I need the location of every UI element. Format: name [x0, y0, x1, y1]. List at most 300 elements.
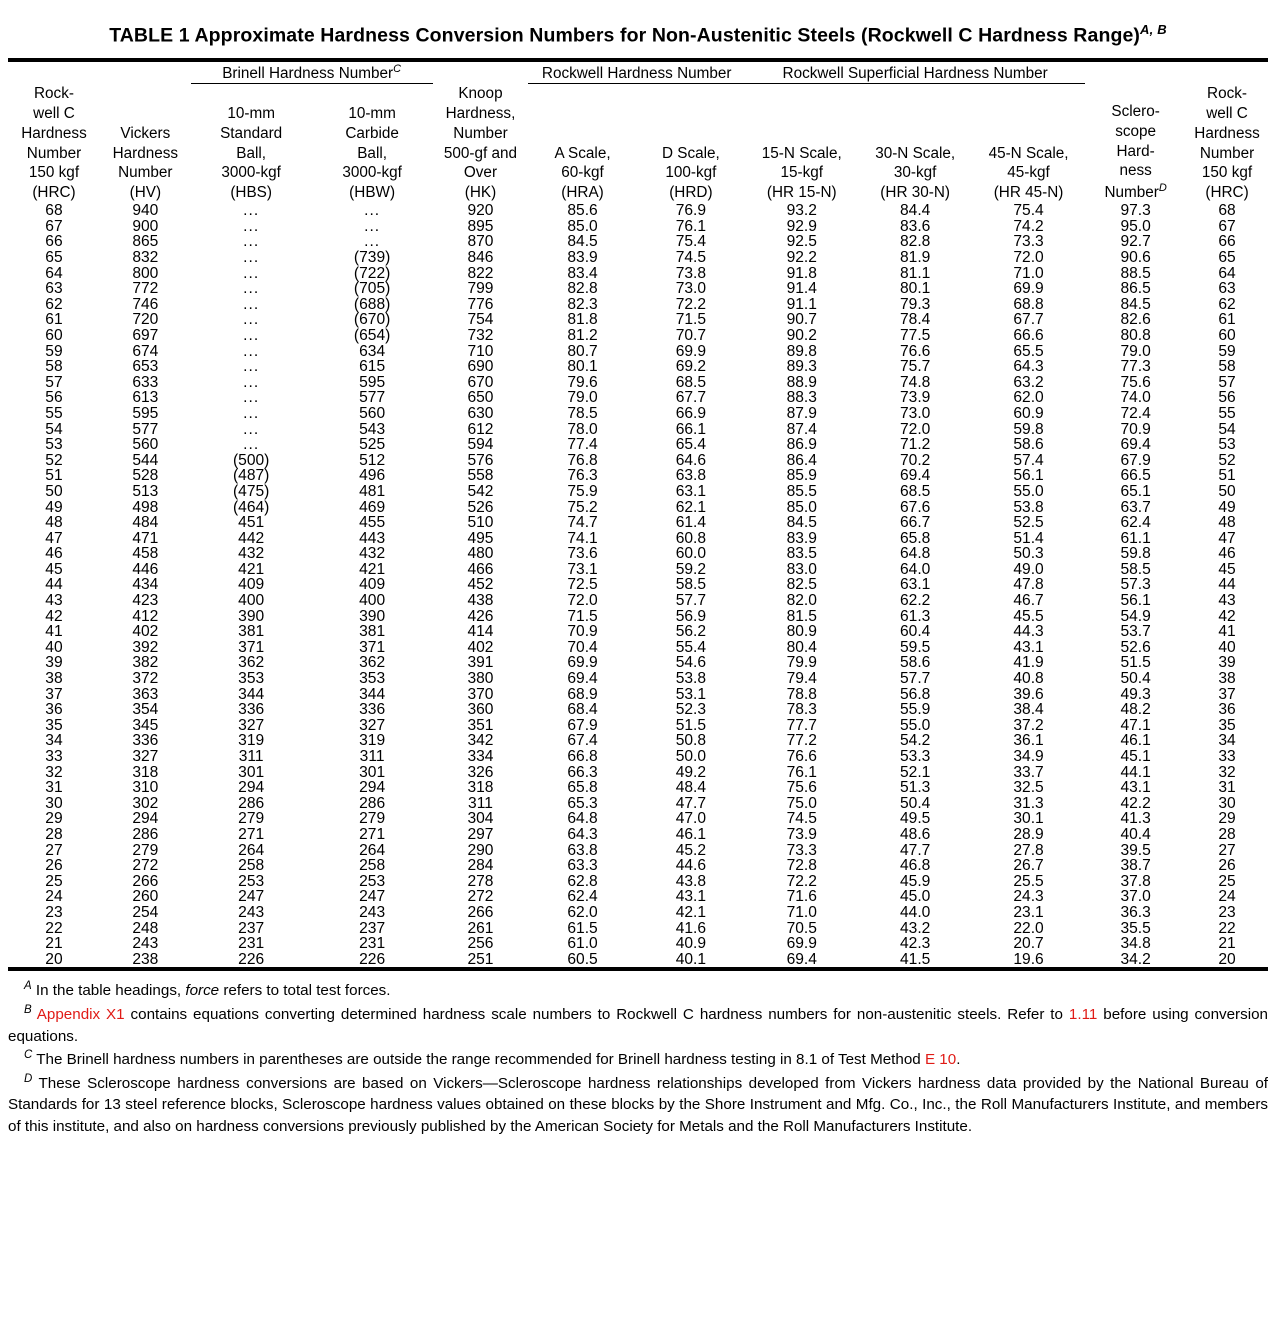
cell-hr45n: 53.8 [1013, 498, 1044, 516]
cell-hrc_right: 42 [1218, 607, 1236, 625]
table-row [8, 234, 1268, 250]
cell-hbs: 451 [238, 514, 265, 532]
cell-hbw: (688) [353, 295, 391, 313]
cell-hr15n: 83.0 [786, 560, 817, 578]
cell-hrd: 56.9 [675, 607, 707, 625]
table-row [8, 515, 1268, 531]
cell-hv: 674 [132, 342, 159, 360]
table-row [8, 500, 1268, 516]
cell-hr30n: 82.8 [899, 233, 931, 251]
cell-hv: 577 [132, 420, 159, 438]
cell-hbs: ... [243, 264, 260, 282]
cell-hrd: 55.4 [675, 638, 707, 656]
cell-hk: 261 [467, 919, 494, 937]
cell-hr15n: 78.3 [786, 701, 817, 719]
table-row [8, 266, 1268, 282]
cell-hrc_right: 25 [1218, 872, 1236, 890]
table-row [8, 609, 1268, 625]
cell-hrc_right: 29 [1218, 810, 1236, 828]
cell-hbs: ... [243, 342, 260, 360]
table-row [8, 422, 1268, 438]
cell-hr45n: 72.0 [1013, 249, 1044, 266]
cell-hbw: (705) [353, 280, 391, 298]
cell-hr30n: 45.9 [899, 872, 931, 890]
cell-hv: 272 [132, 857, 159, 875]
cell-hr45n: 23.1 [1013, 903, 1044, 921]
cell-hra: 79.6 [567, 373, 598, 391]
cell-hr30n: 67.6 [899, 498, 931, 516]
group-header-rockwell-superficial: Rockwell Superficial Hardness Number [745, 62, 1085, 84]
cell-hra: 72.5 [567, 576, 598, 594]
cell-hra: 73.6 [567, 545, 598, 563]
cell-hr15n: 71.6 [786, 888, 817, 906]
table-row [8, 765, 1268, 781]
cell-hr45n: 50.3 [1013, 545, 1044, 563]
cell-hr15n: 91.1 [786, 295, 817, 313]
cell-hbs: 362 [238, 654, 265, 672]
cell-hv: 279 [132, 841, 159, 859]
cell-hk: 452 [467, 576, 494, 594]
footnote-b [8, 1002, 1268, 1047]
cell-hk: 594 [467, 436, 494, 454]
cell-hra: 81.2 [567, 326, 598, 344]
footnote-b-link-section[interactable]: 1.11 [1068, 1006, 1098, 1024]
cell-hbs: 294 [238, 779, 265, 797]
cell-hrc_right: 41 [1218, 623, 1236, 641]
cell-hbw: 577 [359, 389, 386, 407]
cell-hr45n: 43.1 [1013, 638, 1044, 656]
cell-hbw: (739) [353, 249, 391, 266]
cell-hk: 776 [467, 295, 494, 313]
cell-hr15n: 83.5 [786, 545, 817, 563]
cell-hrd: 44.6 [675, 857, 707, 875]
cell-hr45n: 66.6 [1013, 326, 1044, 344]
cell-hbw: 560 [359, 404, 386, 422]
cell-hr15n: 88.3 [786, 389, 817, 407]
cell-hra: 66.3 [567, 763, 598, 781]
cell-hk: 318 [467, 779, 494, 797]
cell-hr45n: 37.2 [1013, 716, 1044, 734]
column-header-scleroscope: Sclero- scope Hard- ness Number$^D$ [1104, 102, 1167, 202]
cell-hk: 297 [467, 825, 494, 843]
cell-hrc_left: 35 [45, 716, 63, 734]
cell-hr45n: 24.3 [1013, 888, 1044, 906]
cell-hbs: 390 [238, 607, 265, 625]
cell-hr15n: 91.8 [786, 264, 817, 282]
cell-hv: 363 [132, 685, 159, 703]
table-row [8, 359, 1268, 375]
cell-hv: 613 [132, 389, 159, 407]
cell-hr30n: 59.5 [899, 638, 931, 656]
cell-hra: 63.8 [567, 841, 598, 859]
cell-hk: 342 [467, 732, 494, 750]
table-row [8, 655, 1268, 671]
cell-hr45n: 28.9 [1013, 825, 1044, 843]
cell-hbw: 271 [359, 825, 386, 843]
cell-scleroscope: 57.3 [1120, 576, 1151, 594]
cell-hrc_right: 59 [1218, 342, 1236, 360]
cell-hrc_right: 33 [1218, 748, 1236, 765]
cell-hra: 68.4 [567, 701, 598, 719]
cell-scleroscope: 59.8 [1120, 545, 1151, 563]
table-row [8, 281, 1268, 297]
cell-hk: 542 [467, 482, 494, 500]
cell-hr30n: 45.0 [899, 888, 931, 906]
cell-hbs: 409 [238, 576, 265, 594]
cell-hbw: 344 [359, 685, 386, 703]
cell-hr45n: 39.6 [1013, 685, 1044, 703]
cell-hrc_left: 33 [45, 748, 63, 765]
table-row [8, 250, 1268, 266]
cell-hr15n: 83.9 [786, 529, 817, 547]
cell-hv: 294 [132, 810, 159, 828]
cell-hr30n: 55.9 [899, 701, 931, 719]
cell-hbs: ... [243, 326, 260, 344]
cell-hr45n: 55.0 [1013, 482, 1044, 500]
cell-hv: 900 [132, 217, 159, 235]
cell-hbw: 286 [359, 794, 386, 812]
cell-hra: 61.0 [567, 935, 598, 953]
footnote-a-part1: In the table headings, [31, 982, 186, 1000]
cell-hr30n: 73.9 [899, 389, 931, 407]
cell-hrd: 73.0 [675, 280, 707, 298]
cell-hrc_right: 35 [1218, 716, 1236, 734]
footnote-a [8, 978, 1268, 1001]
table-row [8, 889, 1268, 905]
table-row [8, 858, 1268, 874]
cell-hv: 832 [132, 249, 159, 266]
cell-scleroscope: 67.9 [1120, 451, 1151, 469]
footnote-c-part2: . [956, 1051, 961, 1069]
cell-hk: 278 [467, 872, 494, 890]
cell-scleroscope: 50.4 [1120, 670, 1151, 688]
cell-hr15n: 71.0 [786, 903, 817, 921]
column-header-scleroscope-mark: D [1158, 182, 1167, 195]
cell-scleroscope: 36.3 [1120, 903, 1151, 921]
cell-hr30n: 50.4 [899, 794, 931, 812]
cell-hr45n: 38.4 [1013, 701, 1044, 719]
cell-hr30n: 68.5 [899, 482, 931, 500]
cell-hra: 64.3 [567, 825, 598, 843]
cell-hbs: (475) [232, 482, 270, 500]
cell-hbw: 243 [359, 903, 386, 921]
cell-hk: 414 [467, 623, 494, 641]
cell-hbw: 247 [359, 888, 386, 906]
cell-hrd: 61.4 [675, 514, 707, 532]
cell-hbw: 327 [359, 716, 386, 734]
cell-hrc_left: 62 [45, 295, 63, 313]
cell-hr15n: 73.9 [786, 825, 817, 843]
cell-hk: 351 [467, 716, 494, 734]
cell-hra: 69.4 [567, 670, 598, 688]
cell-hr45n: 73.3 [1013, 233, 1044, 251]
column-header-hr45n: 45-N Scale, 45-kgf (HR 45-N) [988, 144, 1069, 202]
group-spacer-vickers [100, 62, 191, 84]
footnote-b-mark: B [24, 1004, 32, 1017]
cell-hra: 85.6 [567, 202, 598, 220]
cell-hrc_left: 58 [45, 358, 63, 376]
cell-hk: 251 [467, 950, 494, 968]
cell-hbw: 481 [359, 482, 386, 500]
table-row [8, 546, 1268, 562]
cell-hr15n: 80.4 [786, 638, 817, 656]
cell-hk: 256 [467, 935, 494, 953]
cell-hk: 690 [467, 358, 494, 376]
cell-hrd: 72.2 [675, 295, 707, 313]
cell-hra: 61.5 [567, 919, 598, 937]
cell-hrd: 59.2 [675, 560, 707, 578]
table-row [8, 453, 1268, 469]
cell-hr15n: 91.4 [786, 280, 817, 298]
cell-hbw: 421 [359, 560, 386, 578]
cell-hv: 746 [132, 295, 159, 313]
column-header-hr15n: 15-N Scale, 15-kgf (HR 15-N) [761, 144, 842, 202]
cell-hv: 260 [132, 888, 159, 906]
cell-hra: 78.0 [567, 420, 598, 438]
header-group-row [8, 62, 1268, 84]
cell-hrc_right: 45 [1218, 560, 1236, 578]
cell-hv: 653 [132, 358, 159, 376]
cell-hr30n: 52.1 [899, 763, 931, 781]
cell-hk: 391 [467, 654, 494, 672]
cell-hrc_left: 40 [45, 638, 63, 656]
cell-scleroscope: 41.3 [1120, 810, 1151, 828]
cell-hr15n: 90.2 [786, 326, 817, 344]
table-row [8, 406, 1268, 422]
cell-hrd: 63.8 [675, 467, 707, 485]
cell-hrc_left: 59 [45, 342, 63, 360]
cell-hra: 65.8 [567, 779, 598, 797]
group-spacer-hrc-right [1186, 62, 1268, 84]
column-header-hra: A Scale, 60-kgf (HRA) [554, 144, 611, 202]
cell-hr15n: 76.6 [786, 748, 817, 765]
cell-hrc_right: 67 [1218, 217, 1236, 235]
footnote-b-link-appendix[interactable]: Appendix X1 [36, 1006, 125, 1024]
cell-hk: 650 [467, 389, 494, 407]
cell-hk: 822 [467, 264, 494, 282]
cell-hr30n: 64.0 [899, 560, 931, 578]
cell-hrc_left: 53 [45, 436, 63, 454]
cell-hbw: 469 [359, 498, 386, 516]
cell-hrd: 53.1 [675, 685, 707, 703]
cell-hbs: ... [243, 280, 260, 298]
cell-hrc_right: 66 [1218, 233, 1236, 251]
cell-hr15n: 88.9 [786, 373, 817, 391]
cell-hbs: 319 [238, 732, 265, 750]
cell-hr15n: 69.9 [786, 935, 817, 953]
cell-hrc_right: 26 [1218, 857, 1236, 875]
cell-hbw: 496 [359, 467, 386, 485]
cell-hrc_left: 20 [45, 950, 63, 968]
cell-hbw: 301 [359, 763, 386, 781]
cell-hrd: 66.9 [675, 404, 707, 422]
cell-hv: 528 [132, 467, 159, 485]
cell-hv: 354 [132, 701, 159, 719]
cell-hv: 372 [132, 670, 159, 688]
table-row [8, 624, 1268, 640]
cell-hrd: 76.9 [675, 202, 707, 220]
table-row [8, 344, 1268, 360]
cell-scleroscope: 45.1 [1120, 748, 1151, 765]
cell-hra: 62.0 [567, 903, 598, 921]
cell-hr45n: 27.8 [1013, 841, 1044, 859]
cell-hbs: 264 [238, 841, 265, 859]
cell-hrc_left: 24 [45, 888, 63, 906]
cell-hbs: 442 [238, 529, 265, 547]
cell-hbs: (500) [232, 451, 270, 469]
cell-hr45n: 36.1 [1013, 732, 1044, 750]
cell-hbw: 595 [359, 373, 386, 391]
cell-scleroscope: 43.1 [1120, 779, 1151, 797]
cell-hbs: (487) [232, 467, 270, 485]
cell-hra: 65.3 [567, 794, 598, 812]
column-header-hv: Vickers Hardness Number (HV) [112, 124, 179, 202]
cell-hbs: 286 [238, 794, 265, 812]
cell-hv: 544 [132, 451, 159, 469]
cell-hbs: 258 [238, 857, 265, 875]
cell-hrd: 56.2 [675, 623, 707, 641]
cell-hk: 272 [467, 888, 494, 906]
cell-hk: 360 [467, 701, 494, 719]
cell-hr45n: 19.6 [1013, 950, 1044, 968]
cell-hbw: 512 [359, 451, 386, 469]
cell-hk: 558 [467, 467, 494, 485]
cell-hbs: 353 [238, 670, 265, 688]
cell-scleroscope: 79.0 [1120, 342, 1151, 360]
cell-hr15n: 87.4 [786, 420, 817, 438]
cell-hr30n: 81.1 [899, 264, 931, 282]
cell-scleroscope: 49.3 [1120, 685, 1151, 703]
cell-hrc_left: 30 [45, 794, 63, 812]
cell-hbs: 301 [238, 763, 265, 781]
cell-hr15n: 92.5 [786, 233, 817, 251]
table-row [8, 328, 1268, 344]
cell-hbw: 253 [359, 872, 386, 890]
cell-hbs: 237 [238, 919, 265, 937]
cell-hrc_right: 64 [1218, 264, 1236, 282]
cell-hbs: 243 [238, 903, 265, 921]
cell-scleroscope: 37.0 [1120, 888, 1151, 906]
table-row [8, 484, 1268, 500]
table-row [8, 687, 1268, 703]
table-row [8, 921, 1268, 937]
cell-hr45n: 57.4 [1013, 451, 1044, 469]
cell-hbs: 371 [238, 638, 265, 656]
cell-hbw: 432 [359, 545, 386, 563]
cell-hr30n: 64.8 [899, 545, 931, 563]
cell-hrd: 76.1 [675, 217, 707, 235]
cell-hrd: 52.3 [675, 701, 707, 719]
cell-hrc_left: 39 [45, 654, 63, 672]
cell-hbw: 371 [359, 638, 386, 656]
cell-hrc_left: 44 [45, 576, 63, 594]
cell-hbw: 381 [359, 623, 386, 641]
cell-hrc_left: 32 [45, 763, 63, 781]
cell-hrc_left: 55 [45, 404, 63, 422]
cell-hrc_right: 37 [1218, 685, 1236, 703]
cell-hbs: ... [243, 295, 260, 313]
cell-hv: 498 [132, 498, 159, 516]
group-header-brinell-label: Brinell Hardness Number [222, 64, 394, 82]
cell-hrc_left: 54 [45, 420, 63, 438]
cell-hv: 327 [132, 748, 159, 765]
cell-hv: 423 [132, 592, 159, 610]
cell-hbs: ... [243, 420, 260, 438]
cell-hrc_left: 29 [45, 810, 63, 828]
table-title-footnote-marks: A, B [1140, 22, 1167, 37]
cell-hr15n: 78.8 [786, 685, 817, 703]
cell-hk: 370 [467, 685, 494, 703]
cell-scleroscope: 62.4 [1120, 514, 1151, 532]
cell-scleroscope: 82.6 [1120, 311, 1151, 329]
cell-hrc_left: 22 [45, 919, 63, 937]
cell-scleroscope: 58.5 [1120, 560, 1151, 578]
cell-hk: 326 [467, 763, 494, 781]
cell-scleroscope: 65.1 [1120, 482, 1151, 500]
cell-hrd: 47.7 [675, 794, 707, 812]
cell-hbw: 455 [359, 514, 386, 532]
cell-hrd: 69.2 [675, 358, 707, 376]
column-header-hbw: 10-mm Carbide Ball, 3000-kgf (HBW) [342, 104, 402, 202]
cell-hr30n: 80.1 [899, 280, 931, 298]
cell-hk: 510 [467, 514, 494, 532]
cell-scleroscope: 47.1 [1120, 716, 1151, 734]
cell-hrc_right: 51 [1218, 467, 1236, 485]
cell-hrc_left: 66 [45, 233, 63, 251]
cell-hrd: 57.7 [675, 592, 707, 610]
table-row [8, 219, 1268, 235]
cell-hrd: 49.2 [675, 763, 707, 781]
cell-hrd: 41.6 [675, 919, 707, 937]
cell-scleroscope: 95.0 [1120, 217, 1151, 235]
cell-hrd: 64.6 [675, 451, 707, 469]
cell-hr15n: 92.2 [786, 249, 817, 266]
cell-scleroscope: 92.7 [1120, 233, 1151, 251]
group-header-rockwell: Rockwell Hardness Number [528, 62, 745, 84]
cell-hv: 446 [132, 560, 159, 578]
cell-hbs: 432 [238, 545, 265, 563]
cell-scleroscope: 38.7 [1120, 857, 1151, 875]
cell-hrc_right: 44 [1218, 576, 1236, 594]
cell-hv: 266 [132, 872, 159, 890]
footnote-c-link-e10[interactable]: E 10 [924, 1051, 957, 1069]
cell-hra: 67.4 [567, 732, 598, 750]
table-row [8, 640, 1268, 656]
cell-hr45n: 45.5 [1013, 607, 1044, 625]
cell-scleroscope: 90.6 [1120, 249, 1151, 266]
cell-hrc_right: 62 [1218, 295, 1236, 313]
cell-hbw: 294 [359, 779, 386, 797]
column-header-hbs: 10-mm Standard Ball, 3000-kgf (HBS) [220, 104, 283, 202]
cell-hr45n: 33.7 [1013, 763, 1044, 781]
cell-hrc_left: 27 [45, 841, 63, 859]
cell-hrc_left: 50 [45, 482, 63, 500]
cell-hbs: 421 [238, 560, 265, 578]
cell-hr30n: 77.5 [899, 326, 931, 344]
cell-hr45n: 59.8 [1013, 420, 1044, 438]
cell-hbs: ... [243, 389, 260, 407]
cell-hr15n: 84.5 [786, 514, 817, 532]
cell-hv: 772 [132, 280, 159, 298]
cell-hrd: 60.8 [675, 529, 707, 547]
cell-scleroscope: 52.6 [1120, 638, 1151, 656]
cell-hbs: ... [243, 217, 260, 235]
cell-hbw: 400 [359, 592, 386, 610]
cell-hv: 940 [132, 202, 159, 220]
cell-hrc_right: 63 [1218, 280, 1236, 298]
cell-hrd: 62.1 [675, 498, 707, 516]
cell-hrc_left: 31 [45, 779, 63, 797]
